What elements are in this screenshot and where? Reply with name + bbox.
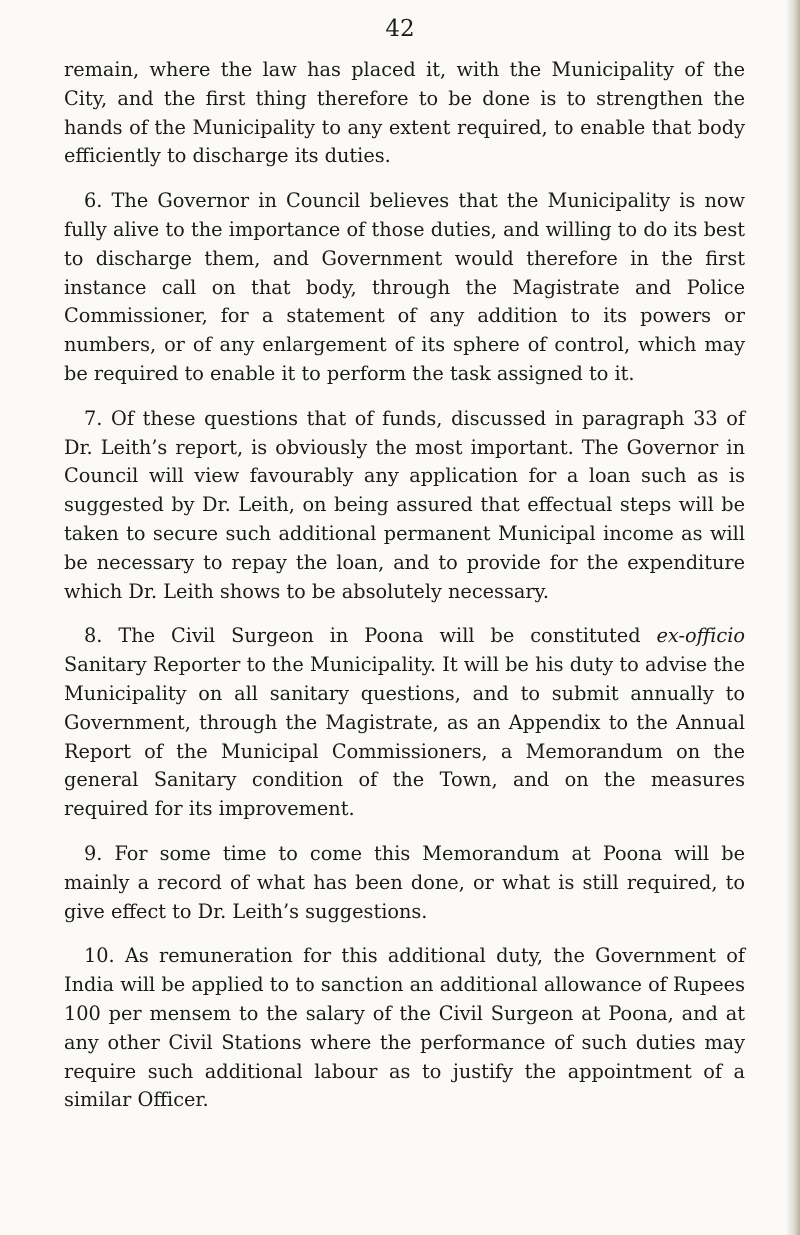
paragraph-text: The Governor in Council believes that the Municipality is now fully alive to the importance of those duties, and willing to do its best to discharge them, and Government would therefore in the first instance call on that body, through the Magistrate and Police Commissioner, for a statement of any addition to its powers or numbers, or of any enlargement of its sphere of control, which may be required to enable it to perform the task assigned to it. [64, 189, 745, 385]
paragraph-text-before: The Civil Surgeon in Poona will be constituted [118, 624, 641, 648]
paragraph-text: For some time to come this Memorandum at Poona will be mainly a record of what has been done, or what is still required, to give effect to Dr. Leith’s suggestions. [64, 841, 745, 923]
paragraph-text: As remuneration for this additional duty, the Government of India will be applied to to sanction an additional allowance of Rupees 100 per mensem to the salary of the Civil Surgeon at Poona, and at any other Civil Stations where the performance of such duties may require such additional labour as to justify the appointment of a similar Officer. [64, 944, 745, 1112]
paragraph-number: 9. [84, 841, 103, 865]
paragraph-continuation [64, 56, 745, 171]
paragraph-number: 8. [84, 624, 103, 648]
paragraph-number: 7. [84, 406, 103, 430]
paragraph-6 [64, 187, 745, 389]
paragraph-7 [64, 405, 745, 607]
paragraph-text: Of these questions that of funds, discussed in paragraph 33 of Dr. Leith’s report, is obviously the most important. The Governor in Council will view favourably any application for a loan such as is suggested by Dr. Leith, on being assured that effectual steps will be taken to secure such additional permanent Municipal income as will be necessary to repay the loan, and to provide for the expenditure which Dr. Leith shows to be absolutely necessary. [64, 406, 745, 603]
paragraph-10 [64, 942, 745, 1115]
paragraph-8 [64, 622, 745, 824]
emphasis-text: ex-officio [656, 624, 745, 648]
page-number: 42 [385, 16, 415, 42]
paragraph-text-after: Sanitary Reporter to the Municipality. It will be his duty to advise the Municipality on all sanitary questions, and to submit annually to Government, through the Magistrate, as an Appendix to the Annual Report of the Municipal Commissioners, a Memorandum on the general Sanitary condition of the Town, and on the measures required for its improvement. [64, 653, 745, 821]
body-text [64, 56, 745, 1131]
paragraph-number: 10. [84, 944, 115, 968]
paragraph-number: 6. [84, 189, 103, 213]
page-edge-shadow [786, 0, 800, 1235]
paragraph-9 [64, 840, 745, 926]
paragraph-text: remain, where the law has placed it, with the Municipality of the City, and the first thing therefore to be done is to strengthen the hands of the Municipality to any extent required, to enable that body efficiently to discharge its duties. [64, 58, 745, 168]
